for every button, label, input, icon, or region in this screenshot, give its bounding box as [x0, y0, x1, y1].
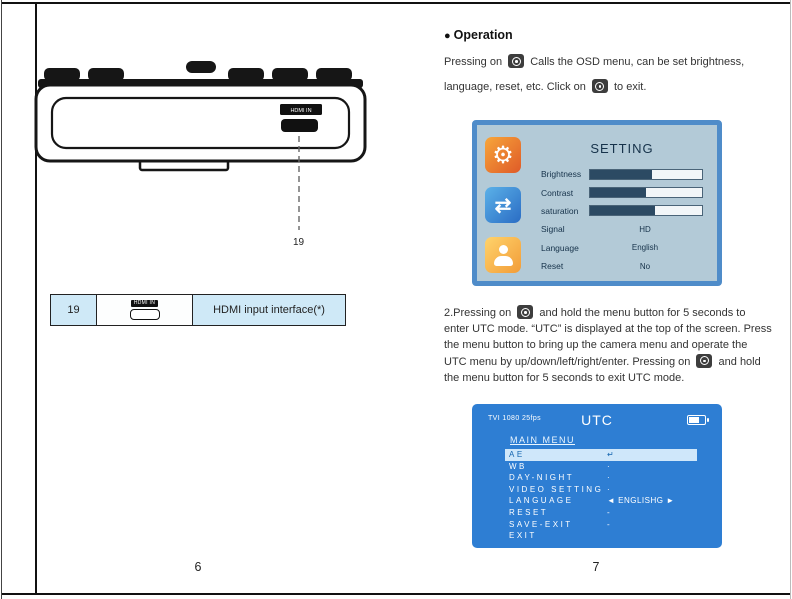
- main-menu-section-title: MAIN MENU: [510, 435, 575, 445]
- utc-item-value: ·: [607, 461, 611, 471]
- utc-paragraph-text-1: 2.Pressing on: [444, 307, 512, 319]
- utc-item-value: ·: [607, 473, 611, 483]
- operation-heading: [444, 28, 513, 42]
- option-label: Reset: [541, 261, 564, 272]
- setting-osd-panel: [472, 120, 722, 286]
- utc-item-value: ◄ ENGLISHG ►: [607, 496, 675, 506]
- menu-button-icon: [508, 54, 524, 68]
- option-value: English: [631, 243, 659, 253]
- utc-item-label: EXIT: [509, 531, 537, 541]
- utc-menu-item-reset: [505, 507, 697, 519]
- gear-glyph: ⚙: [492, 141, 514, 169]
- saturation-slider: [589, 205, 703, 216]
- utc-item-label: RESET: [509, 507, 549, 517]
- utc-item-label: LANGUAGE: [509, 496, 574, 506]
- utc-item-label: DAY-NIGHT: [509, 473, 575, 483]
- bottom-rule: [2, 593, 790, 595]
- menu-button-icon: [592, 79, 608, 93]
- setting-title: SETTING: [590, 141, 654, 156]
- page-number-right: 7: [592, 560, 600, 574]
- utc-paragraph-text-3: and hold the menu button for 5 seconds to exit UTC mode.: [444, 355, 761, 384]
- utc-title: UTC: [581, 412, 613, 428]
- option-label: Language: [541, 242, 579, 253]
- utc-item-value: -: [607, 507, 611, 517]
- settings-gear-icon: [485, 137, 521, 173]
- menu-button-icon: [696, 354, 712, 368]
- hdmi-glyph-port: [130, 309, 160, 320]
- utc-item-label: WB: [509, 461, 527, 471]
- slider-label: Brightness: [541, 169, 582, 180]
- option-value: No: [639, 261, 651, 271]
- top-rule: [2, 2, 790, 4]
- signal-arrows-icon: [485, 187, 521, 223]
- hdmi-interface-table: [50, 294, 346, 326]
- utc-paragraph-text-2: and hold the menu button for 5 seconds to enter UTC mode. “UTC” is displayed at the top of the screen. Press the menu button to bring up the camera menu and operate the UTC menu by up/down/left/right/enter. Pressing on: [444, 307, 772, 368]
- utc-item-label: VIDEO SETTING: [509, 484, 604, 494]
- slider-label: Contrast: [541, 187, 574, 198]
- hdmi-port: [281, 119, 318, 132]
- utc-menu-item-video-setting: [505, 484, 697, 496]
- device-top-buttons: [44, 61, 352, 81]
- table-cell-number: 19: [51, 295, 97, 325]
- user-icon: [485, 237, 521, 273]
- osd-paragraph-text-1: Pressing on: [444, 56, 503, 68]
- setting-rows: [541, 165, 711, 275]
- utc-paragraph: [444, 305, 772, 386]
- brightness-slider: [589, 169, 703, 180]
- device-side-view-drawing: [28, 52, 373, 252]
- utc-item-value: ·: [607, 484, 611, 494]
- utc-menu-item-save-exit: [505, 519, 697, 531]
- utc-menu-item-ae: [505, 449, 697, 461]
- callout-number: 19: [293, 237, 305, 248]
- utc-menu-item-language: [505, 495, 697, 507]
- slider-fill: [590, 188, 646, 197]
- utc-item-value: -: [607, 519, 611, 529]
- operation-heading-text: Operation: [453, 28, 513, 42]
- table-cell-port-icon: [97, 295, 193, 325]
- option-value: HD: [639, 224, 651, 234]
- slider-fill: [590, 206, 655, 215]
- signal-info-text: TVI 1080 25fps: [488, 415, 542, 422]
- table-cell-description: HDMI input interface(*): [193, 295, 345, 325]
- hdmi-in-label: HDMI IN: [290, 108, 312, 114]
- utc-osd-panel: [472, 404, 722, 548]
- setting-icon-column: [485, 137, 521, 273]
- utc-item-value: ↵: [607, 450, 615, 459]
- utc-menu-item-day-night: [505, 472, 697, 484]
- setting-row-signal: [541, 220, 711, 238]
- setting-row-contrast: [541, 183, 711, 201]
- slider-fill: [590, 170, 652, 179]
- bullet-icon: ●: [444, 30, 451, 42]
- utc-menu-item-exit: [505, 530, 697, 542]
- right-edge-line: [790, 0, 791, 599]
- setting-row-reset: [541, 257, 711, 275]
- utc-menu-item-wb: [505, 461, 697, 473]
- option-label: Signal: [541, 224, 565, 235]
- setting-row-language: [541, 239, 711, 257]
- setting-row-brightness: [541, 165, 711, 183]
- arrows-glyph: ⇄: [494, 194, 512, 217]
- utc-menu-list: [505, 449, 697, 542]
- hdmi-glyph-label: HDMI IN: [131, 300, 158, 307]
- osd-paragraph: [444, 50, 776, 100]
- battery-icon: [687, 415, 706, 425]
- utc-item-label: SAVE-EXIT: [509, 519, 573, 529]
- utc-item-label: AE: [509, 450, 525, 459]
- menu-button-icon: [517, 305, 533, 319]
- person-glyph: [493, 245, 514, 266]
- setting-row-saturation: [541, 202, 711, 220]
- page-number-left: 6: [194, 560, 202, 574]
- hdmi-connector-icon: [130, 300, 160, 320]
- osd-paragraph-text-2: Calls the OSD menu, can be set brightness, language, reset, etc. Click on: [444, 56, 745, 93]
- slider-label: saturation: [541, 205, 579, 216]
- contrast-slider: [589, 187, 703, 198]
- left-edge-line: [1, 0, 2, 599]
- osd-paragraph-text-3: to exit.: [613, 81, 647, 93]
